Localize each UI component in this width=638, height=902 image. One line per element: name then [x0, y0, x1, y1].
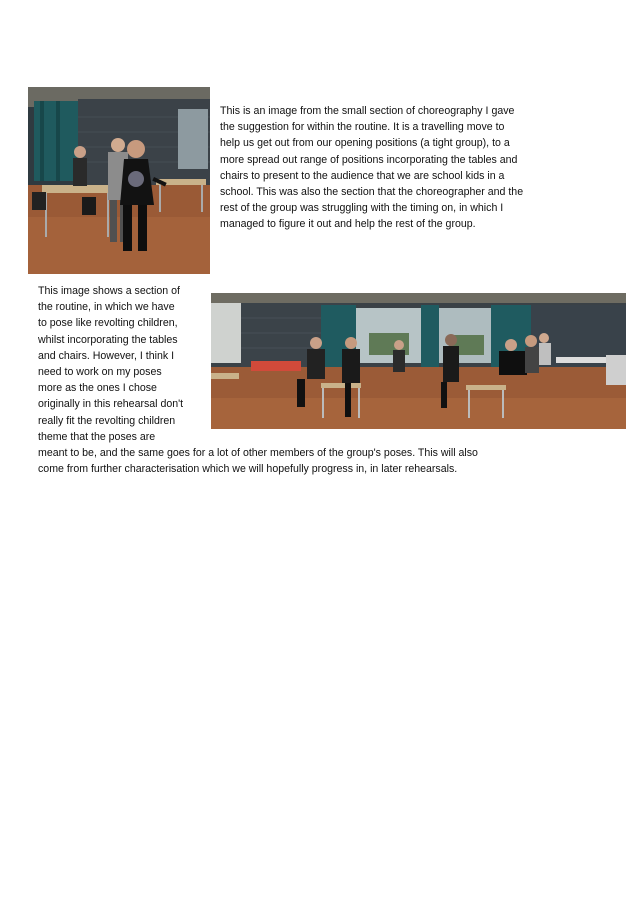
text-line: really fit the revolting children — [38, 414, 176, 427]
text-line: the suggestion for within the routine. It is a travelling move to — [220, 121, 505, 134]
text-line: theme that the poses are — [38, 430, 156, 443]
text-line: rest of the group was struggling with the timing on, in which I — [220, 202, 504, 215]
paragraph-choreography-suggestion — [220, 103, 523, 233]
text-line: need to work on my poses — [38, 366, 162, 379]
text-line: managed to figure it out and help the rest of the group. — [220, 218, 476, 231]
text-line: meant to be, and the same goes for a lot of other members of the group's poses. This will also — [38, 447, 478, 460]
text-line: originally in this rehearsal don't — [38, 398, 184, 411]
text-line: chairs to present to the audience that we are school kids in a — [220, 169, 505, 182]
paragraph-revolting-children-poses — [38, 283, 478, 477]
text-line: whilst incorporating the tables — [38, 333, 178, 346]
text-line: help us get out from our opening positions (a tight group), to a — [220, 137, 510, 150]
text-line: more as the ones I chose — [38, 382, 157, 395]
text-line: to pose like revolting children, — [38, 317, 178, 330]
text-line: more spread out range of positions incorporating the tables and — [220, 153, 518, 166]
text-line: This image shows a section of — [38, 285, 180, 297]
rehearsal-photo-travelling-move — [28, 87, 210, 274]
text-line: come from further characterisation which we will hopefully progress in, in later rehearsals. — [38, 463, 458, 476]
text-line: This is an image from the small section of choreography I gave — [220, 105, 515, 117]
text-line: school. This was also the section that the choreographer and the — [220, 186, 524, 199]
text-line: and chairs. However, I think I — [38, 349, 175, 362]
text-line: the routine, in which we have — [38, 301, 175, 314]
